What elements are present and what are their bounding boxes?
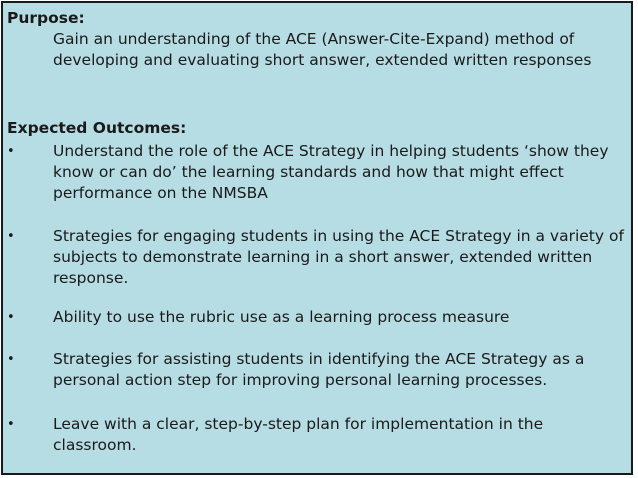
outcome-text: Strategies for assisting students in identifying the ACE Strategy as a personal action step for improving personal learning processes.	[53, 350, 585, 389]
outcome-text: Strategies for engaging students in using the ACE Strategy in a variety of subjects to demonstrate learning in a short answer, extended written response.	[53, 227, 624, 287]
outcome-text: Ability to use the rubric use as a learning process measure	[53, 308, 510, 326]
purpose-heading: Purpose:	[7, 9, 85, 27]
slide-panel	[1, 1, 633, 475]
outcome-text: Understand the role of the ACE Strategy in helping students ‘show they know or can do’ the learning standards and how that might effect performance on the NMSBA	[53, 142, 609, 202]
outcomes-heading: Expected Outcomes:	[7, 119, 187, 137]
bullet-icon: •	[7, 144, 15, 159]
bullet-icon: •	[7, 229, 15, 244]
bullet-icon: •	[7, 310, 15, 325]
bullet-icon: •	[7, 352, 15, 367]
purpose-text: Gain an understanding of the ACE (Answer-Cite-Expand) method of developing and evaluating short answer, extended written responses	[53, 30, 592, 69]
bullet-icon: •	[7, 417, 15, 432]
outcome-text: Leave with a clear, step-by-step plan for implementation in the classroom.	[53, 415, 544, 454]
